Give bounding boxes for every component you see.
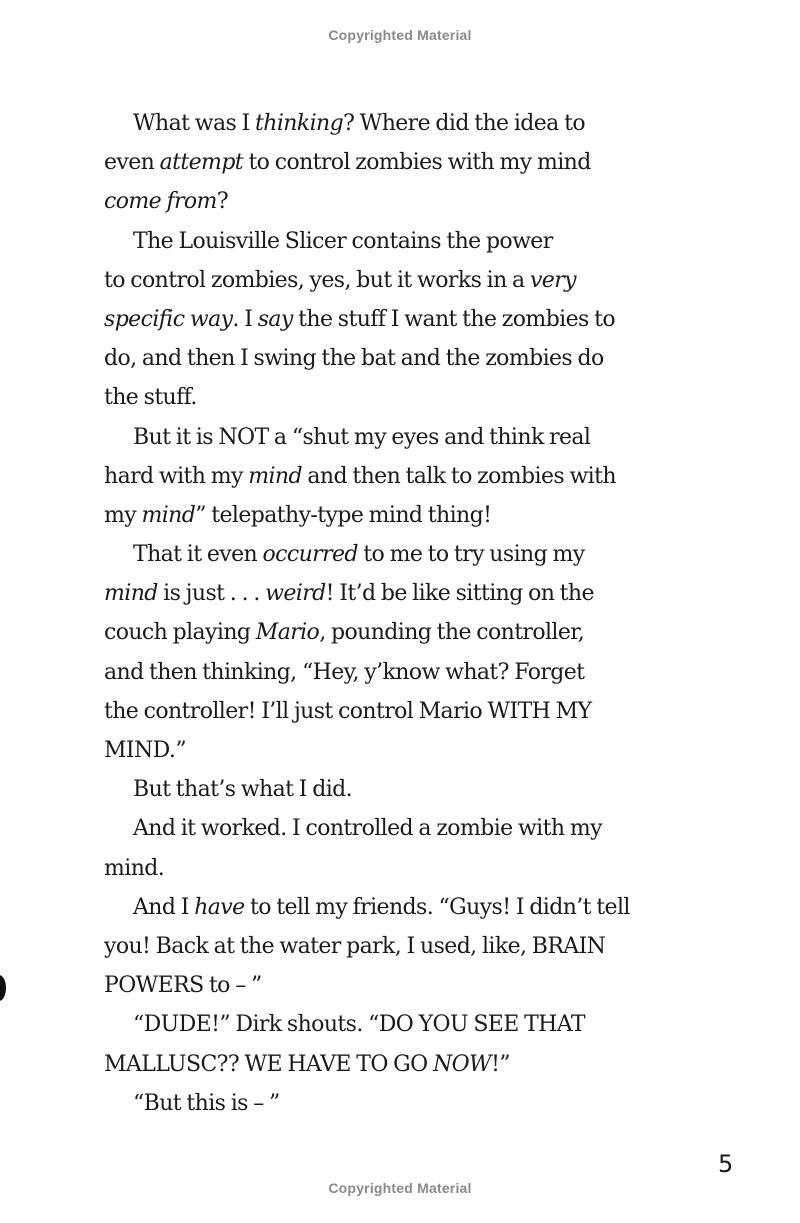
text-run: But that’s what I did. [133,777,353,803]
italic-text: Mario [255,620,320,646]
watermark-bottom: Copyrighted Material [328,1180,472,1196]
text-line [104,574,704,613]
text-run: and then talk to zombies with [301,463,616,489]
text-line [104,888,704,927]
text-run: the stuff I want the zombies to [292,306,616,332]
text-line [104,143,704,182]
page-number: 5 [718,1150,734,1178]
text-run: to tell my friends. “Guys! I didn’t tell [244,894,630,920]
text-run: The Louisville Slicer contains the power [133,228,553,254]
text-run: But it is NOT a “shut my eyes and think real [133,424,591,450]
text-run: to me to try using my [357,542,585,568]
body-text [104,104,704,1123]
italic-text: come from [104,189,217,215]
text-line [104,613,704,652]
text-line [104,261,704,300]
italic-text: occurred [262,542,358,568]
text-run: And it worked. I controlled a zombie with my [133,816,602,842]
text-line [104,731,704,770]
text-run: !” [491,1051,510,1077]
text-run: “But this is – ” [133,1090,280,1116]
text-line [104,927,704,966]
text-run: MALLUSC?? WE HAVE TO GO [104,1051,433,1077]
text-line [104,1045,704,1084]
text-run: is just . . . [157,581,266,607]
italic-text: mind [248,463,302,489]
italic-text: NOW [432,1051,492,1077]
text-line [104,457,704,496]
text-run: ! It’d be like sitting on the [325,581,594,607]
edge-mark [0,975,6,1001]
italic-text: attempt [159,150,244,176]
text-line [104,966,704,1005]
text-run: MIND.” [104,738,186,763]
text-run: ? Where did the idea to [343,111,585,136]
text-line [104,496,704,535]
text-line [104,809,704,848]
italic-text: specific way [104,306,233,332]
text-run: to control zombies, yes, but it works in a [104,267,530,293]
text-line [104,653,704,692]
text-run: even [104,150,160,176]
text-line [104,849,704,888]
text-line [104,1084,704,1123]
text-run: you! Back at the water park, I used, like, BRAIN [104,933,606,959]
italic-text: mind [141,502,196,528]
text-line [104,300,704,339]
text-run: That it even [133,542,263,568]
text-line [104,418,704,457]
text-line [104,222,704,261]
italic-text: thinking [255,111,344,136]
text-line [104,770,704,809]
text-run: What was I [133,111,256,136]
text-run: and then thinking, “Hey, y’know what? Forget [104,659,585,685]
text-line [104,535,704,574]
text-line [104,692,704,731]
italic-text: have [194,894,245,920]
text-run: the controller! I’ll just control Mario WITH MY [104,698,592,724]
text-run: “DUDE!” Dirk shouts. “DO YOU SEE THAT [133,1012,585,1038]
text-line [104,104,704,143]
text-line [104,339,704,378]
text-line [104,378,704,417]
text-run: ? [216,189,229,215]
text-line [104,1005,704,1044]
italic-text: weird [265,581,326,607]
watermark-top: Copyrighted Material [328,27,472,43]
text-run: to control zombies with my mind [243,150,591,176]
italic-text: say [257,306,293,332]
text-run: ” telepathy-type mind thing! [195,502,492,528]
text-run: POWERS to – ” [104,973,262,999]
text-run: . I [232,306,258,332]
text-run: And I [133,894,195,920]
text-run: the stuff. [104,385,197,411]
italic-text: very [529,267,576,293]
text-run: hard with my [104,463,249,489]
italic-text: mind [104,581,158,607]
text-run: mind. [104,855,165,881]
text-run: , pounding the controller, [319,620,585,646]
text-run: couch playing [104,620,256,646]
text-run: my [104,502,142,528]
text-run: do, and then I swing the bat and the zombies do [104,346,604,372]
text-line [104,182,704,221]
